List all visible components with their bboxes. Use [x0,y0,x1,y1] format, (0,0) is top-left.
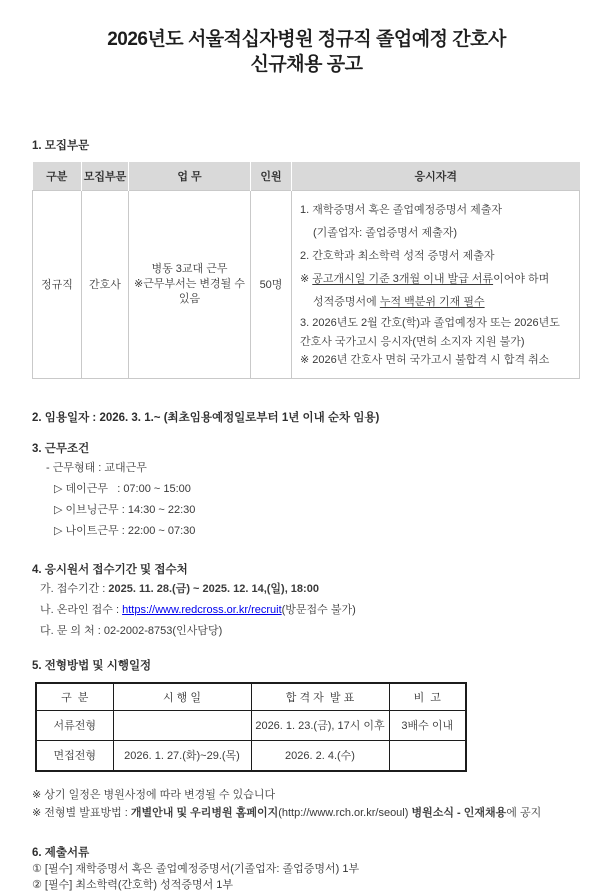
online-apply-label: 나. 온라인 접수 : [40,603,123,616]
table-row [33,191,580,379]
schedule-note-2 [32,804,581,822]
qual-line-4-suffix: 이어야 하며 [493,273,550,285]
qual-line-4-underlined: 공고개시일 기준 3개월 이내 발급 서류 [312,273,494,285]
section6-heading: 6. 제출서류 [32,846,90,859]
shift-day-line [32,480,581,498]
qual-line-5-underlined: 누적 백분위 기재 필수 [379,296,485,308]
table-row [36,710,466,740]
recruitment-table [32,162,580,379]
cell-date-interview: 2026. 1. 27.(화)~29.(목) [113,740,251,771]
col-header-field: 모집부문 [82,162,129,191]
recruit-url-link[interactable]: https://www.redcross.or.kr/recruit [122,603,282,616]
cell-stage-interview: 면접전형 [36,740,113,771]
qual-line-7: ※ 2026년 간호사 면허 국가고시 불합격 시 합격 취소 [300,354,550,366]
qual-line-4 [300,268,573,291]
note-2-method: 개별안내 및 우리병원 홈페이지 [130,806,279,819]
note-2-prefix: ※ 전형별 발표방법 : [32,806,131,819]
schedule-table-header-row [36,683,466,711]
col-header-duty: 업 무 [129,162,251,191]
schedule-note-1: ※ 상기 일정은 병원사정에 따라 변경될 수 있습니다 [32,788,276,801]
cell-qualification [292,191,580,379]
application-period-label: 가. 접수기간 : [40,582,109,595]
qual-line-5 [300,291,573,314]
required-document-2: ② [필수] 최소학력(간호학) 성적증명서 1부 [32,878,234,891]
triangle-bullet-icon: ▷ [54,503,63,516]
cell-stage-document: 서류전형 [36,710,113,740]
shift-night-text: 나이트근무 : 22:00 ~ 07:30 [65,524,196,537]
col-header-date: 시 행 일 [113,683,251,711]
cell-note-interview [389,740,466,771]
shift-evening-line [32,501,581,519]
cell-announce-document: 2026. 1. 23.(금), 17시 이후 [251,710,389,740]
shift-evening-text: 이브닝근무 : 14:30 ~ 22:30 [65,503,196,516]
cell-category: 정규직 [33,191,82,379]
triangle-bullet-icon: ▷ [54,482,63,495]
online-apply-line [32,601,581,619]
qual-line-2: (기졸업자: 졸업증명서 제출자) [313,227,458,239]
cell-date-document [113,710,251,740]
qual-line-5-prefix: 성적증명서에 [313,296,380,308]
duty-line-2: ※근무부서는 변경될 수 있음 [134,277,245,305]
cell-headcount: 50명 [251,191,292,379]
schedule-table [35,682,467,772]
col-header-stage: 구 분 [36,683,113,711]
work-type-line: - 근무형태 : 교대근무 [46,461,147,474]
cell-duty [129,191,251,379]
contact-line: 다. 문 의 처 : 02-2002-8753(인사담당) [40,624,223,637]
title-line-2: 신규채용 공고 [250,54,363,75]
shift-day-text: 데이근무 : 07:00 ~ 15:00 [65,482,191,495]
cell-announce-interview: 2026. 2. 4.(수) [251,740,389,771]
col-header-qualification: 응시자격 [292,162,580,191]
qual-line-6: 3. 2026년도 2월 간호(학)과 졸업예정자 또는 2026년도 간호사 국가고시 응시자(면허 소지자 지원 불가) [300,317,560,348]
triangle-bullet-icon: ▷ [54,524,63,537]
note-2-menu-path: 병원소식 - 인재채용 [408,806,507,819]
note-2-suffix: 에 공지 [506,806,542,819]
cell-note-document: 3배수 이내 [389,710,466,740]
note-2-homepage-url: (http://www.rch.or.kr/seoul) [278,806,409,819]
qual-line-3: 2. 간호학과 최소학력 성적 증명서 제출자 [300,250,495,262]
section2-heading: 2. 임용일자 : 2026. 3. 1.~ (최초임용예정일로부터 1년 이내 순차 임용) [32,411,380,424]
col-header-category: 구분 [33,162,82,191]
application-period-dates: 2025. 11. 28.(금) ~ 2025. 12. 14,(일), 18:00 [108,582,319,595]
document-title [32,27,581,77]
required-document-1: ① [필수] 재학증명서 혹은 졸업예정증명서(기졸업자: 졸업증명서) 1부 [32,862,360,875]
shift-night-line [32,522,581,540]
section4-heading: 4. 응시원서 접수기간 및 접수처 [32,563,188,576]
table-row [36,740,466,771]
section3-heading: 3. 근무조건 [32,442,90,455]
cell-field: 간호사 [82,191,129,379]
col-header-announcement: 합 격 자 발 표 [251,683,389,711]
section5-heading: 5. 전형방법 및 시행일정 [32,659,152,672]
qual-line-4-prefix: ※ [300,273,313,285]
col-header-headcount: 인원 [251,162,292,191]
schedule-notes [32,786,581,822]
duty-line-1: 병동 3교대 근무 [151,262,228,275]
title-line-1: 2026년도 서울적십자병원 정규직 졸업예정 간호사 [107,29,506,50]
recruitment-table-header-row [33,162,580,191]
online-apply-suffix: (방문접수 불가) [281,603,356,616]
col-header-note: 비 고 [389,683,466,711]
application-period-line [32,580,581,598]
qual-line-1: 1. 재학증명서 혹은 졸업예정증명서 제출자 [300,204,503,216]
section1-heading: 1. 모집부문 [32,140,90,152]
